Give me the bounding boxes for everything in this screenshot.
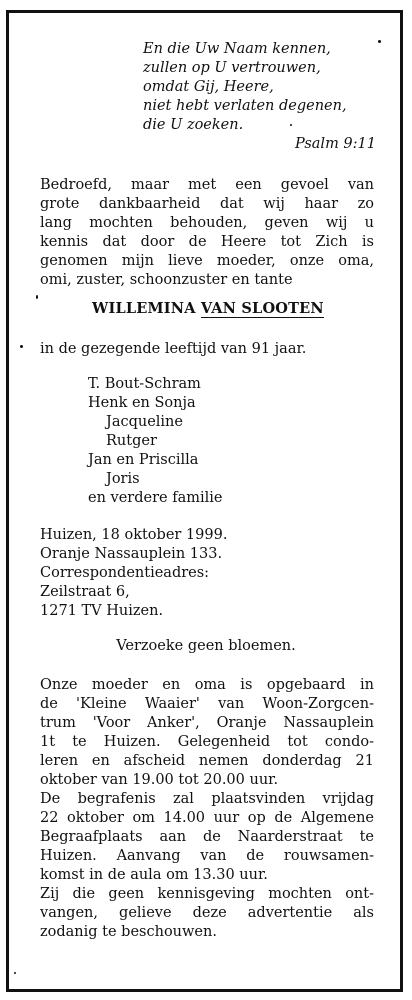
deceased-first-name: WILLEMINA — [92, 300, 201, 317]
announcement-line: omi, zuster, schoonzuster en tante — [40, 272, 293, 288]
deceased-last-name: VAN SLOOTEN — [200, 300, 324, 317]
details-line: zodanig te beschouwen. — [40, 924, 217, 940]
address-block — [40, 526, 374, 621]
family-member: T. Bout-Schram — [88, 376, 201, 392]
details-line: leren en afscheid nemen donderdag 21 — [40, 753, 374, 769]
print-speck — [36, 295, 38, 299]
age-line — [40, 340, 374, 359]
announcement-line: genomen mijn lieve moeder, onze oma, — [40, 253, 374, 269]
details-line: Begraafplaats aan de Naarderstraat te — [40, 829, 374, 845]
bible-verse — [143, 40, 383, 135]
details-line: de 'Kleine Waaier' van Woon-Zorgcen- — [40, 696, 374, 712]
announcement-paragraph — [40, 176, 374, 290]
family-member: Henk en Sonja — [88, 395, 196, 411]
details-line: Onze moeder en oma is opgebaard in — [40, 677, 374, 693]
family-member: Joris — [106, 471, 140, 487]
family-member: Rutger — [106, 433, 157, 449]
details-line: trum 'Voor Anker', Oranje Nassauplein — [40, 715, 374, 731]
no-flowers-notice: Verzoeke geen bloemen. — [116, 638, 296, 654]
announcement-line: Bedroefd, maar met een gevoel van — [40, 177, 374, 193]
print-speck — [378, 40, 381, 43]
details-line: Zij die geen kennisgeving mochten ont- — [40, 886, 374, 902]
age-text: in de gezegende leeftijd van 91 jaar. — [40, 341, 307, 357]
family-member: Jan en Priscilla — [88, 452, 199, 468]
announcement-line: kennis dat door de Heere tot Zich is — [40, 234, 374, 250]
family-list — [88, 375, 222, 508]
address-line: Oranje Nassauplein 133. — [40, 546, 223, 562]
details-line: oktober van 19.00 tot 20.00 uur. — [40, 772, 279, 788]
details-line: vangen, gelieve deze advertentie als — [40, 905, 374, 921]
details-line: De begrafenis zal plaatsvinden vrijdag — [40, 791, 374, 807]
family-member: en verdere familie — [88, 490, 223, 506]
verse-reference: Psalm 9:11 — [294, 136, 376, 152]
family-member: Jacqueline — [106, 414, 183, 430]
address-line: 1271 TV Huizen. — [40, 603, 164, 619]
print-speck — [290, 124, 292, 126]
announcement-line: grote dankbaarheid dat wij haar zo — [40, 196, 374, 212]
address-line: Huizen, 18 oktober 1999. — [40, 527, 228, 543]
print-speck — [14, 972, 16, 974]
deceased-name — [92, 300, 324, 317]
details-line: komst in de aula om 13.30 uur. — [40, 867, 268, 883]
verse-line: zullen op U vertrouwen, — [143, 60, 321, 76]
verse-line: omdat Gij, Heere, — [143, 79, 274, 95]
verse-line: En die Uw Naam kennen, — [143, 41, 331, 57]
details-paragraph — [40, 676, 374, 942]
details-line: 1t te Huizen. Gelegenheid tot condo- — [40, 734, 374, 750]
print-speck — [20, 345, 23, 348]
announcement-line: lang mochten behouden, geven wij u — [40, 215, 374, 231]
details-line: Huizen. Aanvang van de rouwsamen- — [40, 848, 374, 864]
verse-line: niet hebt verlaten degenen, — [143, 98, 347, 114]
details-line: 22 oktober om 14.00 uur op de Algemene — [40, 810, 374, 826]
address-line: Zeilstraat 6, — [40, 584, 130, 600]
address-line: Correspondentieadres: — [40, 565, 210, 581]
verse-line: die U zoeken. — [143, 117, 244, 133]
